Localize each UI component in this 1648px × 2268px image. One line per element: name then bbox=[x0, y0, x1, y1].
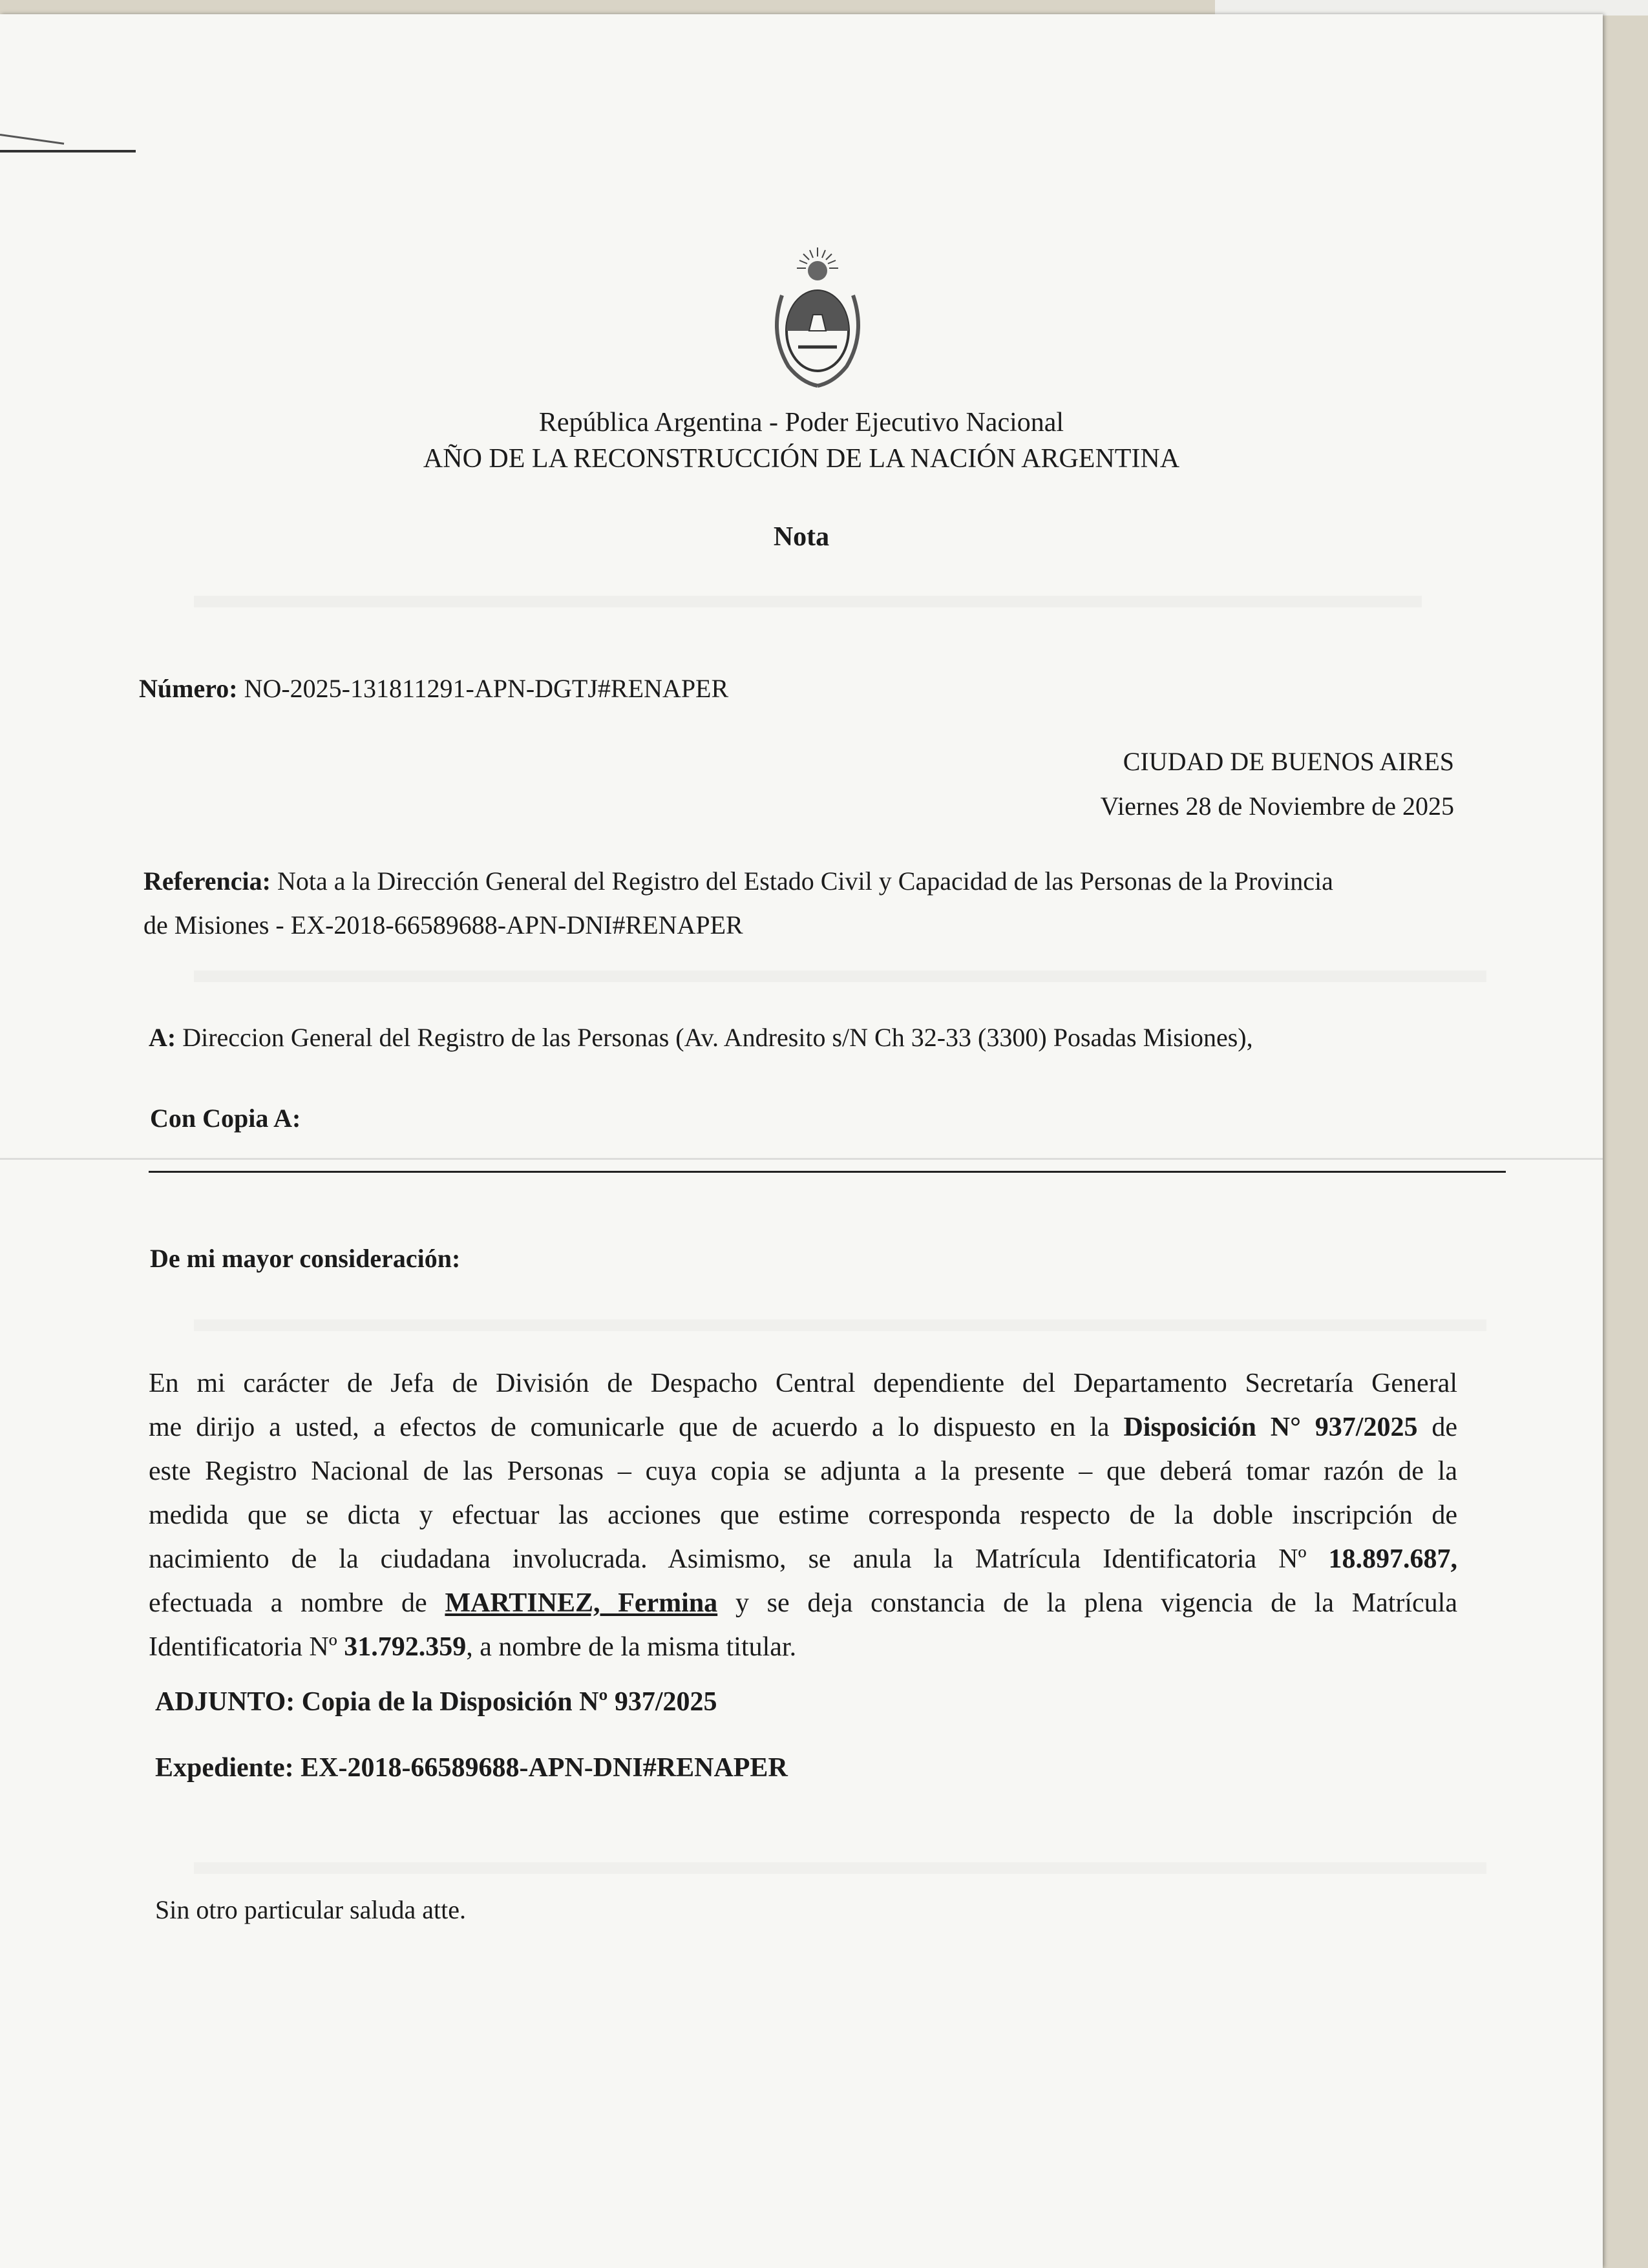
document-type-title: Nota bbox=[773, 522, 830, 552]
bleed-through bbox=[194, 1862, 1486, 1874]
bleed-through bbox=[194, 596, 1422, 607]
numero-value: NO-2025-131811291-APN-DGTJ#RENAPER bbox=[244, 674, 729, 703]
date: Viernes 28 de Noviembre de 2025 bbox=[1100, 792, 1454, 821]
separator-rule bbox=[149, 1171, 1506, 1173]
body-line: nacimiento de la ciudadana involucrada. Asimismo, se anula la Matrícula Identificatoria Nº 18.897.687, bbox=[149, 1544, 1457, 1574]
government-heading: República Argentina - Poder Ejecutivo Nacional bbox=[538, 408, 1064, 437]
matricula-anulada: 18.897.687, bbox=[1328, 1544, 1457, 1574]
body-line: este Registro Nacional de las Personas – cuya copia se adjunta a la presente – que deberá tomar razón de la bbox=[149, 1456, 1457, 1486]
document-page bbox=[0, 14, 1603, 2268]
background-sheet-edge bbox=[1215, 0, 1648, 16]
matricula-vigente: 31.792.359 bbox=[344, 1632, 467, 1662]
staple-mark-secondary bbox=[0, 134, 64, 145]
body-line: En mi carácter de Jefa de División de Despacho Central dependiente del Departamento Secretaría General bbox=[149, 1369, 1457, 1398]
numero-row bbox=[139, 673, 728, 704]
place: CIUDAD DE BUENOS AIRES bbox=[1123, 747, 1454, 776]
body-line: Identificatoria Nº 31.792.359, a nombre de la misma titular. bbox=[149, 1632, 797, 1662]
coat-of-arms-icon bbox=[763, 244, 872, 392]
body-line: efectuada a nombre de MARTINEZ, Fermina y se deja constancia de la plena vigencia de la Matrícula bbox=[149, 1588, 1457, 1618]
closing-line: Sin otro particular saluda atte. bbox=[155, 1895, 466, 1924]
year-motto: AÑO DE LA RECONSTRUCCIÓN DE LA NACIÓN ARGENTINA bbox=[423, 444, 1180, 474]
body-line: me dirijo a usted, a efectos de comunicarle que de acuerdo a lo dispuesto en la Disposición N° 937/2025 de bbox=[149, 1412, 1458, 1442]
destinatario-value: Direccion General del Registro de las Personas (Av. Andresito s/N Ch 32-33 (3300) Posadas Misiones), bbox=[182, 1023, 1253, 1052]
numero-label: Número: bbox=[139, 674, 238, 703]
destinatario-label: A: bbox=[149, 1023, 176, 1052]
destinatario-row bbox=[149, 1022, 1253, 1053]
referencia-line1 bbox=[143, 866, 1333, 896]
paper-fold bbox=[0, 1158, 1603, 1160]
referencia-label: Referencia: bbox=[143, 866, 271, 896]
body-paragraph bbox=[149, 1361, 1457, 1669]
staple-mark bbox=[0, 150, 136, 152]
expediente-line: Expediente: EX-2018-66589688-APN-DNI#RENAPER bbox=[155, 1753, 788, 1783]
body-line: medida que se dicta y efectuar las acciones que estime corresponda respecto de la doble inscripción de bbox=[149, 1500, 1457, 1530]
titular-name: MARTINEZ, Fermina bbox=[445, 1588, 718, 1618]
adjunto-line: ADJUNTO: Copia de la Disposición Nº 937/2025 bbox=[155, 1687, 717, 1717]
disposicion-ref: Disposición N° 937/2025 bbox=[1123, 1412, 1418, 1442]
referencia-line2: de Misiones - EX-2018-66589688-APN-DNI#RENAPER bbox=[143, 910, 743, 940]
bleed-through bbox=[194, 971, 1486, 982]
referencia-text: Nota a la Dirección General del Registro del Estado Civil y Capacidad de las Personas de la Provincia bbox=[277, 866, 1333, 896]
con-copia-label: Con Copia A: bbox=[150, 1104, 301, 1133]
bleed-through bbox=[194, 1319, 1486, 1331]
greeting: De mi mayor consideración: bbox=[150, 1244, 461, 1273]
